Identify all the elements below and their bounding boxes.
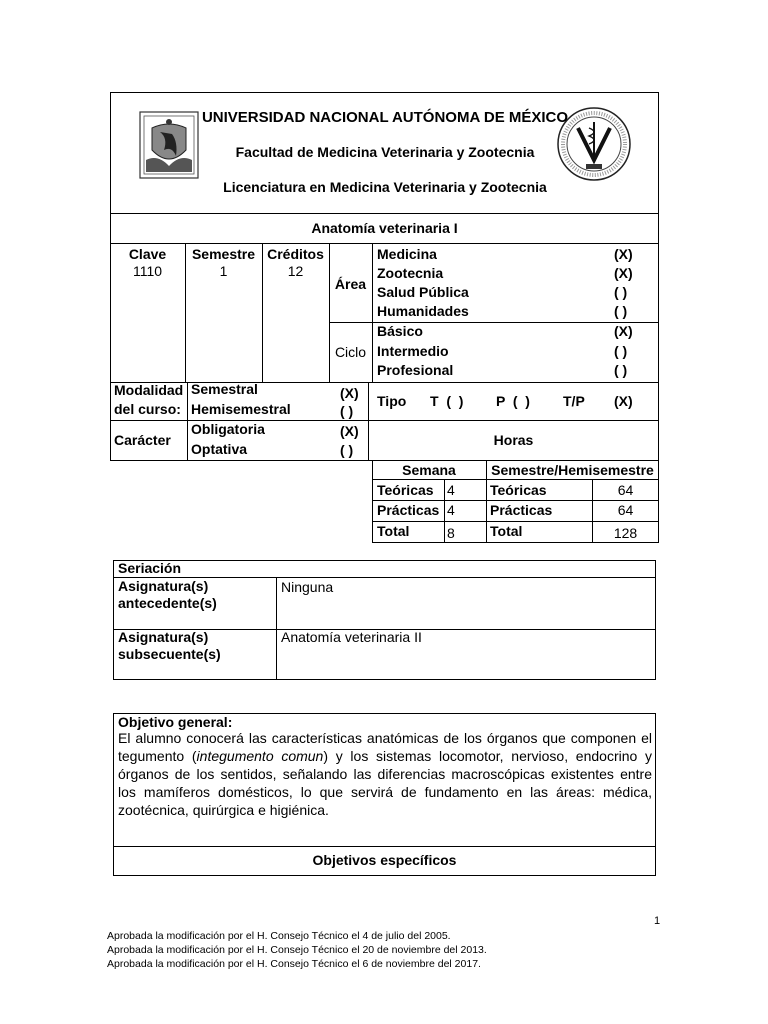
caracter-label: Carácter [114,432,171,448]
area-item: Salud Pública [377,284,469,300]
ciclo-label: Ciclo [334,344,367,360]
seriacion-title: Seriación [118,560,182,576]
modalidad-label: del curso: [114,401,181,417]
subsecuente-label: Asignatura(s) [118,629,209,645]
hours-row-sem: 64 [617,502,634,518]
hours-row-label: Prácticas [490,502,553,518]
semestre-label: Semestre [191,246,256,262]
clave-value: 1110 [132,263,163,279]
tipo-label: Tipo [377,393,407,409]
objetivo-text-end: ) y los sistemas locomotor, nervioso, endocrino y órganos de los sentidos, señalando las diferencias macroscópicas existentes entre los mamíferos domésticos, lo que servirá de fundamento en las áreas: médica, zootécnica, quirúrgica e higiénica. [118,748,653,818]
modalidad-label: Modalidad [114,382,184,398]
university-title: UNIVERSIDAD NACIONAL AUTÓNOMA DE MÉXICO [201,109,569,126]
ciclo-mark: ( ) [614,362,628,378]
area-mark: ( ) [614,284,628,300]
tipo-p: P ( ) [496,393,530,409]
footer-line: Aprobada la modificación por el H. Consejo Técnico el 4 de julio del 2005. [107,930,451,942]
objetivo-text-italic: integumento comun [196,748,324,764]
grid-divider [276,577,277,680]
footer-line: Aprobada la modificación por el H. Consejo Técnico el 20 de noviembre del 2013. [107,944,487,956]
hours-row-sem: 128 [613,525,638,541]
hours-row-label: Total [377,523,410,539]
modalidad-mark: (X) [340,385,359,401]
course-name: Anatomía veterinaria I [311,220,458,236]
hours-row-label: Teóricas [490,482,547,498]
objetivos-especificos-title: Objetivos específicos [312,852,457,868]
clave-label: Clave [128,246,167,262]
program-title: Licenciatura en Medicina Veterinaria y Zootecnia [223,179,547,195]
ciclo-item: Básico [377,323,423,339]
semestre-value: 1 [219,263,228,279]
creditos-value: 12 [287,263,304,279]
hours-row-week: 4 [447,482,455,498]
ciclo-mark: ( ) [614,343,628,359]
area-item: Medicina [377,246,437,262]
modalidad-mark: ( ) [340,403,354,419]
objetivo-title: Objetivo general: [118,714,233,730]
antecedente-value: Ninguna [281,579,334,595]
horas-label: Horas [493,432,534,448]
ciclo-mark: (X) [614,323,633,339]
hours-row-label: Teóricas [377,482,434,498]
grid-divider [372,243,373,382]
area-item: Zootecnia [377,265,444,281]
caracter-item: Optativa [191,441,248,457]
area-label: Área [334,276,367,292]
tipo-tp-mark: (X) [614,393,633,409]
area-mark: ( ) [614,303,628,319]
subsecuente-label: subsecuente(s) [118,646,221,662]
modalidad-item: Semestral [191,381,258,397]
unam-shield-icon [138,110,200,180]
grid-divider [372,479,659,480]
ciclo-item: Profesional [377,362,454,378]
grid-divider [368,382,369,461]
hours-row-sem: 64 [617,482,634,498]
grid-divider [329,243,330,382]
grid-divider [187,382,188,461]
tipo-t: T ( ) [430,393,464,409]
area-mark: (X) [614,265,633,281]
antecedente-label: antecedente(s) [118,595,217,611]
antecedente-label: Asignatura(s) [118,578,209,594]
tipo-tp: T/P [563,393,585,409]
subsecuente-value: Anatomía veterinaria II [281,629,422,645]
page-number: 1 [654,915,661,927]
semestre-header: Semestre/Hemisemestre [491,462,654,478]
caracter-mark: (X) [340,423,359,439]
hours-row-label: Total [490,523,523,539]
area-mark: (X) [614,246,633,262]
faculty-title: Facultad de Medicina Veterinaria y Zootecnia [235,144,535,160]
ciclo-item: Intermedio [377,343,449,359]
semana-header: Semana [402,462,456,478]
caracter-item: Obligatoria [191,421,265,437]
grid-divider [113,846,656,847]
footer-line: Aprobada la modificación por el H. Consejo Técnico el 6 de noviembre del 2017. [107,958,481,970]
hours-row-week: 8 [447,525,455,541]
creditos-label: Créditos [267,246,324,262]
grid-divider [444,479,445,543]
area-item: Humanidades [377,303,469,319]
hours-row-week: 4 [447,502,455,518]
modalidad-item: Hemisemestral [191,401,291,417]
objetivo-text [118,729,652,819]
caracter-mark: ( ) [340,442,354,458]
objetivo-text-start: El alumno conocerá las características anatómicas de los órganos que componen el tegumento ( [118,730,652,764]
hours-row-label: Prácticas [377,502,440,518]
